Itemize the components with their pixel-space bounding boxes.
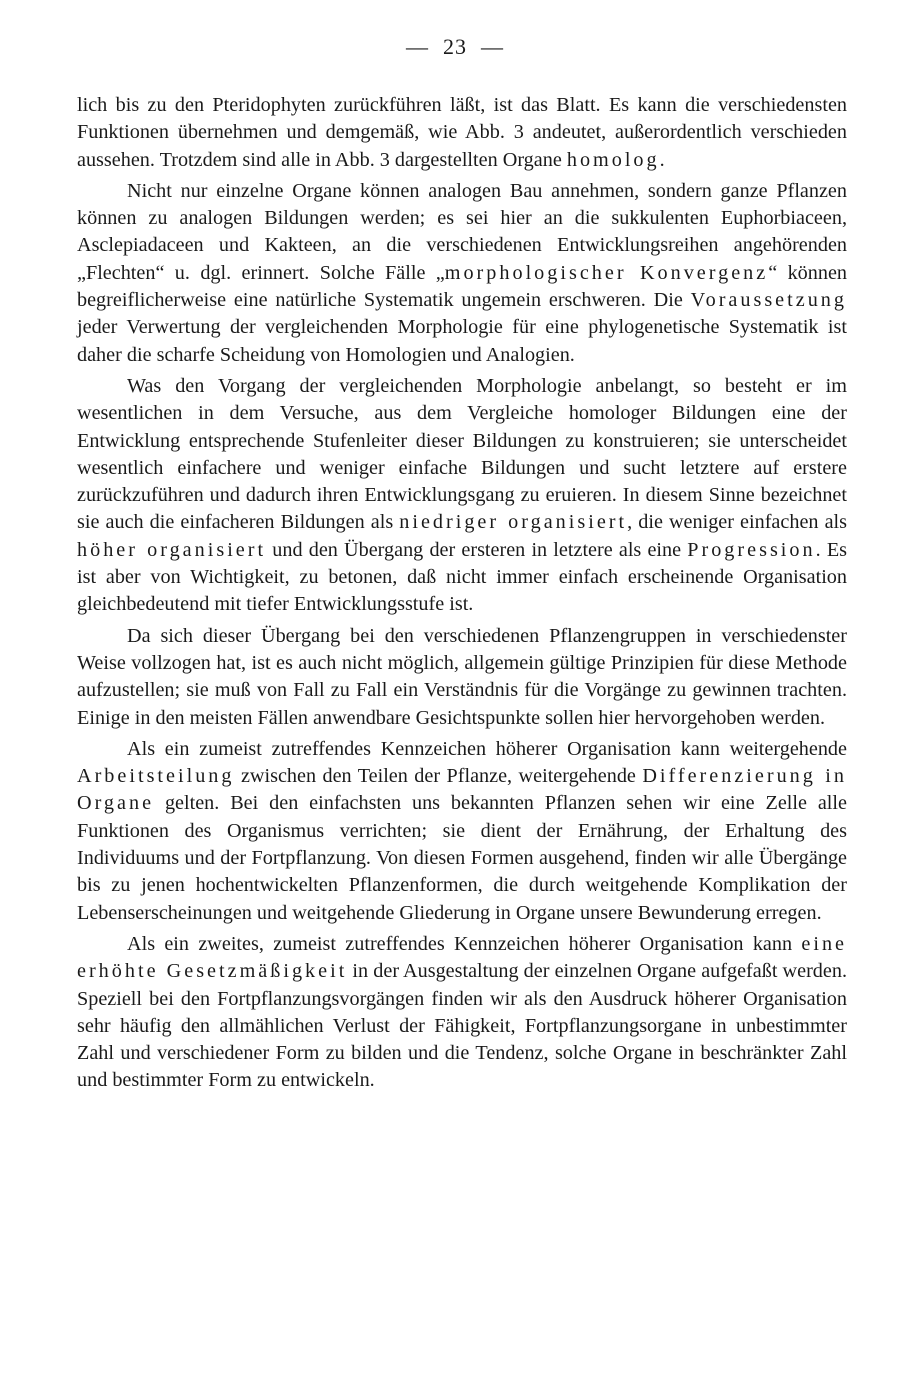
paragraph-text: Da sich dieser Übergang bei den verschiedenen Pflanzengruppen in verschiedenster Weise vollzogen hat, ist es auch nicht möglich, allgemein gültige Prinzipien für diese Methode aufzustellen; sie muß von Fall zu Fall ein Verständnis für die Vorgänge zu gewinnen trachten. Einige in den meisten Fällen anwendbare Gesichtspunkte sollen hier hervorgehoben werden. — [77, 624, 847, 729]
paragraph-text: . — [659, 148, 665, 171]
paragraph-text: Nicht nur einzelne Organe können analogen Bau annehmen, sondern ganze Pflanzen können zu analogen Bildungen werden; es sei hier an die sukkulenten Euphorbiaceen, Asclepiadaceen und Kakteen, an die verschiedenen Entwicklungsreihen angehörenden „Flechten“ u. dgl. erinnert. Solche Fälle „ — [77, 179, 847, 284]
paragraph-text: . Es ist aber von Wichtigkeit, zu betonen, daß nicht immer einfach erscheinende Organisation gleichbedeutend mit tiefer Entwicklungsstufe ist. — [77, 538, 848, 616]
emphasized-term: Voraussetzung — [690, 289, 847, 312]
page-number: 23 — [443, 34, 467, 59]
paragraph-text: und den Übergang der ersteren in letztere als eine — [266, 538, 688, 561]
emphasized-term: homolog — [566, 148, 660, 171]
paragraph-text: Als ein zweites, zumeist zutreffendes Kennzeichen höherer Organisation kann — [127, 932, 802, 955]
header-dash-right: — — [481, 34, 504, 59]
emphasized-term: eine erhöhte Gesetzmäßigkeit — [77, 932, 847, 983]
paragraph-text: Was den Vorgang der vergleichenden Morphologie anbelangt, so besteht er im wesentlichen in dem Versuche, aus dem Vergleiche homologer Bildungen eine der Entwicklung entsprechende Stufenleiter dieser Bildungen zu konstruieren; sie unterscheidet wesentlich einfachere und weniger einfache Bildungen und sucht letztere auf erstere zurückzuführen und dadurch ihren Entwicklungsgang zu eruieren. In diesem Sinne bezeichnet sie auch die einfacheren Bildungen als — [77, 374, 847, 534]
paragraph-text: gelten. Bei den einfachsten uns bekannten Pflanzen sehen wir eine Zelle alle Funktionen des Organismus verrichten; sie dient der Ernährung, der Erhaltung des Individuums und der Fortpflanzung. Von diesen Formen ausgehend, finden wir alle Übergänge bis zu jenen hochentwickelten Pflanzenformen, die durch weitgehende Komplikation der Lebenserscheinungen und weitgehende Gliederung in Organe unsere Bewunderung erregen. — [77, 792, 847, 924]
paragraph — [77, 92, 847, 174]
emphasized-term: niedriger organisiert — [399, 511, 628, 534]
emphasized-term: morphologischer Konvergenz — [444, 261, 769, 284]
paragraph-text: zwischen den Teilen der Pflanze, weitergehende — [234, 765, 643, 788]
paragraph — [77, 931, 847, 1095]
page-body — [77, 92, 847, 1099]
paragraph-text: “ können begreiflicherweise eine natürliche Systematik ungemein erschweren. Die — [77, 261, 847, 312]
header-dash-left: — — [406, 34, 429, 59]
paragraph-text: Als ein zumeist zutreffendes Kennzeichen höherer Organisation kann weitergehende — [127, 737, 847, 760]
paragraph-text: in der Ausgestaltung der einzelnen Organe aufgefaßt werden. Speziell bei den Fortpflanzungsvorgängen finden wir als den Ausdruck höherer Organisation sehr häufig den allmählichen Verlust der Fähigkeit, Fortpflanzungsorgane in unbestimmter Zahl und verschiedener Form zu bilden und die Tendenz, solche Organe in beschränkter Zahl und bestimmter Form zu entwickeln. — [77, 960, 848, 1092]
paragraph-text: lich bis zu den Pteridophyten zurückführen läßt, ist das Blatt. Es kann die verschiedensten Funktionen übernehmen und demgemäß, wie Abb. 3 andeutet, außerordentlich verschieden aussehen. Trotzdem sind alle in Abb. 3 dargestellten Organe — [77, 94, 847, 171]
emphasized-term: höher organisiert — [77, 538, 267, 561]
paragraph — [77, 178, 847, 369]
emphasized-term: Arbeitsteilung — [77, 765, 235, 788]
paragraph — [77, 373, 847, 619]
emphasized-term: Differenzierung in Organe — [77, 765, 847, 815]
page-header — [0, 34, 910, 60]
paragraph — [77, 623, 847, 732]
paragraph-text: jeder Verwertung der vergleichenden Morphologie für eine phylogenetische Systematik ist daher die scharfe Scheidung von Homologien und Analogien. — [77, 316, 847, 366]
emphasized-term: Progression — [687, 538, 816, 561]
paragraph — [77, 736, 847, 927]
paragraph-text: , die weniger einfachen als — [627, 511, 847, 534]
